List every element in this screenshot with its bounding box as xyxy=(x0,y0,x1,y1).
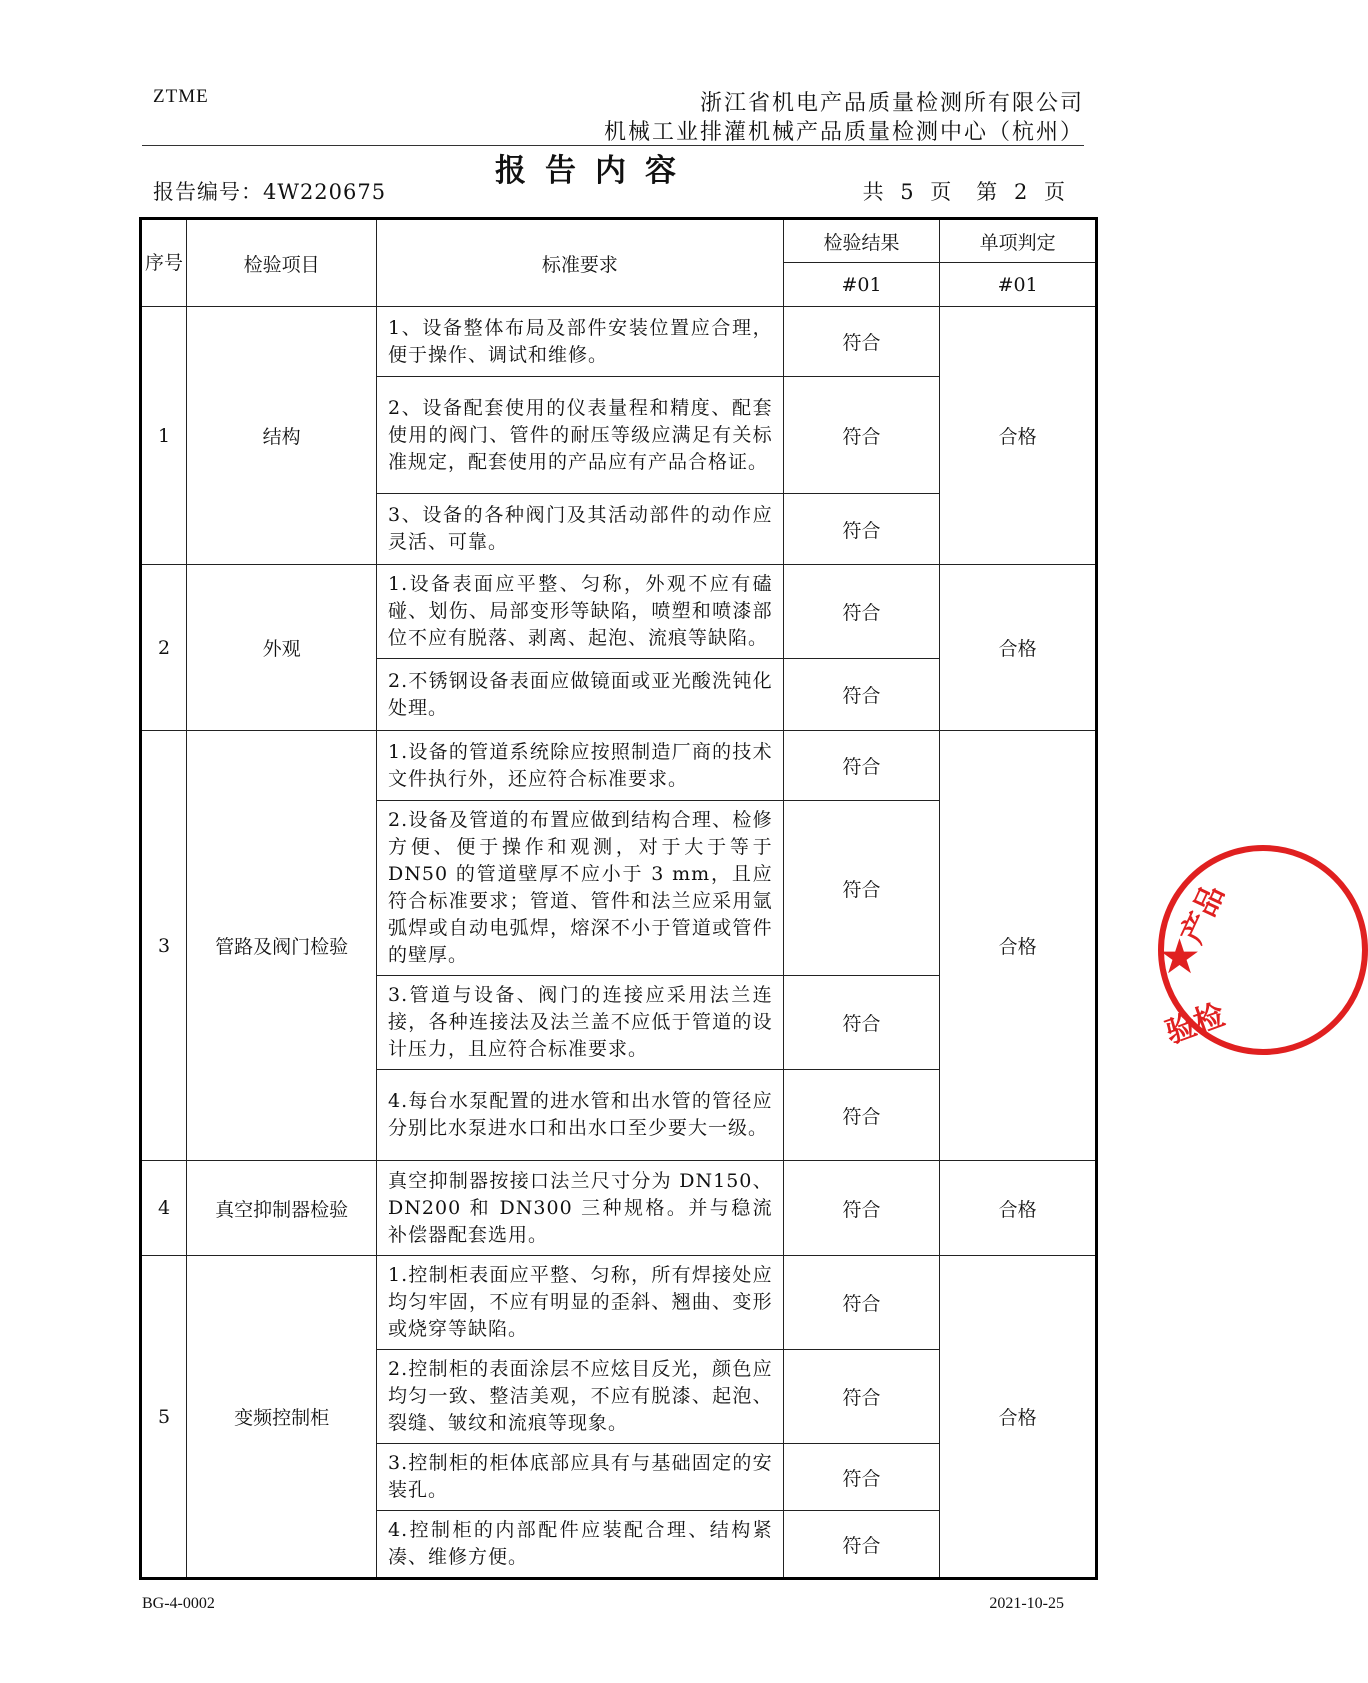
result-value: 符合 xyxy=(783,1444,940,1511)
result-value: 符合 xyxy=(783,1161,940,1256)
page-title: 报告内容 xyxy=(495,153,695,189)
header-seq: 序号 xyxy=(141,219,187,307)
requirement-text: 1.设备表面应平整、匀称，外观不应有磕碰、划伤、局部变形等缺陷，喷塑和喷漆部位不应有脱落、剥离、起泡、流痕等缺陷。 xyxy=(377,565,784,659)
header-judgement: 单项判定 xyxy=(940,219,1097,263)
judgement-value: 合格 xyxy=(940,307,1097,565)
requirement-text: 1.控制柜表面应平整、匀称，所有焊接处应均匀牢固，不应有明显的歪斜、翘曲、变形或烧穿等缺陷。 xyxy=(377,1256,784,1350)
table-header-row xyxy=(141,219,1097,263)
result-value: 符合 xyxy=(783,1256,940,1350)
result-value: 符合 xyxy=(783,565,940,659)
result-value: 符合 xyxy=(783,731,940,801)
seal-text-bottom: 验检 xyxy=(1161,997,1230,1051)
requirement-text: 3.控制柜的柜体底部应具有与基础固定的安装孔。 xyxy=(377,1444,784,1511)
inspection-table-body xyxy=(141,219,1097,1579)
requirement-text: 2、设备配套使用的仪表量程和精度、配套使用的阀门、管件的耐压等级应满足有关标准规定，配套使用的产品应有产品合格证。 xyxy=(377,377,784,494)
item-seq: 2 xyxy=(141,565,187,731)
result-value: 符合 xyxy=(783,801,940,976)
seal-text-top: 产品 xyxy=(1174,879,1232,950)
requirement-text: 2.控制柜的表面涂层不应炫目反光，颜色应均匀一致、整洁美观，不应有脱漆、起泡、裂缝、皱纹和流痕等现象。 xyxy=(377,1350,784,1444)
header-requirement: 标准要求 xyxy=(377,219,784,307)
inspection-table xyxy=(139,217,1098,1580)
item-seq: 3 xyxy=(141,731,187,1161)
requirement-text: 4.控制柜的内部配件应装配合理、结构紧凑、维修方便。 xyxy=(377,1511,784,1579)
result-value: 符合 xyxy=(783,377,940,494)
item-name: 变频控制柜 xyxy=(187,1256,377,1579)
seal-star-icon: ★ xyxy=(1158,929,1202,985)
table-row xyxy=(141,307,1097,377)
judgement-value: 合格 xyxy=(940,1256,1097,1579)
header-code: ZTME xyxy=(153,86,209,107)
requirement-text: 3.管道与设备、阀门的连接应采用法兰连接，各种连接法及法兰盖不应低于管道的设计压力，且应符合标准要求。 xyxy=(377,976,784,1070)
result-value: 符合 xyxy=(783,659,940,731)
item-name: 管路及阀门检验 xyxy=(187,731,377,1161)
requirement-text: 2.不锈钢设备表面应做镜面或亚光酸洗钝化处理。 xyxy=(377,659,784,731)
official-seal xyxy=(1158,845,1368,1055)
table-row xyxy=(141,565,1097,659)
report-date: 2021-10-25 xyxy=(989,1595,1064,1612)
item-seq: 1 xyxy=(141,307,187,565)
header-item: 检验项目 xyxy=(187,219,377,307)
header-result: 检验结果 xyxy=(783,219,940,263)
table-row xyxy=(141,1256,1097,1350)
form-code: BG-4-0002 xyxy=(142,1595,215,1612)
result-value: 符合 xyxy=(783,1070,940,1161)
judgement-value: 合格 xyxy=(940,1161,1097,1256)
requirement-text: 真空抑制器按接口法兰尺寸分为 DN150、DN200 和 DN300 三种规格。并与稳流补偿器配套选用。 xyxy=(377,1161,784,1256)
item-seq: 5 xyxy=(141,1256,187,1579)
result-value: 符合 xyxy=(783,494,940,565)
table-row xyxy=(141,731,1097,801)
judgement-value: 合格 xyxy=(940,565,1097,731)
requirement-text: 3、设备的各种阀门及其活动部件的动作应灵活、可靠。 xyxy=(377,494,784,565)
table-row xyxy=(141,1161,1097,1256)
result-value: 符合 xyxy=(783,976,940,1070)
org-center-name: 机械工业排灌机械产品质量检测中心（杭州） xyxy=(603,120,1084,145)
result-value: 符合 xyxy=(783,307,940,377)
result-value: 符合 xyxy=(783,1350,940,1444)
result-value: 符合 xyxy=(783,1511,940,1579)
item-seq: 4 xyxy=(141,1161,187,1256)
report-number: 报告编号：4W220675 xyxy=(153,180,387,204)
item-name: 外观 xyxy=(187,565,377,731)
sample-result-id: #01 xyxy=(783,263,940,307)
org-name: 浙江省机电产品质量检测所有限公司 xyxy=(699,91,1084,116)
item-name: 结构 xyxy=(187,307,377,565)
requirement-text: 1.设备的管道系统除应按照制造厂商的技术文件执行外，还应符合标准要求。 xyxy=(377,731,784,801)
page-count: 共 5 页 第 2 页 xyxy=(862,180,1067,204)
requirement-text: 2.设备及管道的布置应做到结构合理、检修方便、便于操作和观测，对于大于等于DN50 的管道壁厚不应小于 3 mm，且应符合标准要求；管道、管件和法兰应采用氩弧焊或自动电弧焊，熔深不小于管道或管件的壁厚。 xyxy=(377,801,784,976)
sample-judge-id: #01 xyxy=(940,263,1097,307)
item-name: 真空抑制器检验 xyxy=(187,1161,377,1256)
requirement-text: 4.每台水泵配置的进水管和出水管的管径应分别比水泵进水口和出水口至少要大一级。 xyxy=(377,1070,784,1161)
requirement-text: 1、设备整体布局及部件安装位置应合理，便于操作、调试和维修。 xyxy=(377,307,784,377)
judgement-value: 合格 xyxy=(940,731,1097,1161)
